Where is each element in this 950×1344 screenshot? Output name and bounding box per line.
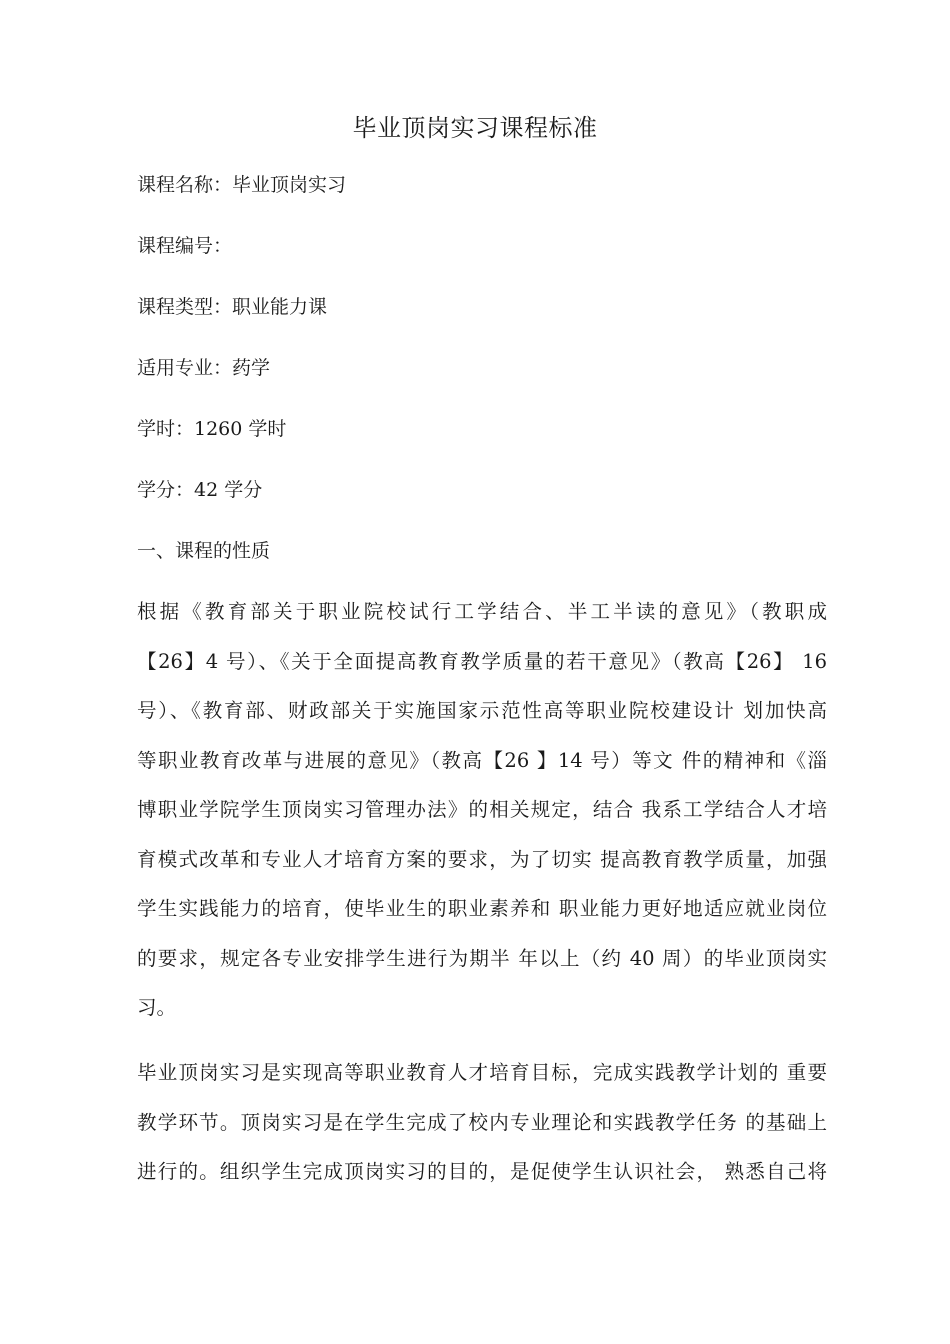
paragraph-line: 等职业教育改革与进展的意见》（教高【26 】14 号）等文 件的精神和《淄 xyxy=(137,748,827,772)
paragraph-line: 【26】4 号）、《关于全面提高教育教学质量的若干意见》（教高【26】 16 xyxy=(137,649,827,673)
section-heading: 一、课程的性质 xyxy=(137,540,271,562)
paragraph-line: 根据《教育部关于职业院校试行工学结合、半工半读的意见》（教职成 xyxy=(137,600,827,623)
field-course-name: 课程名称：毕业顶岗实习 xyxy=(137,174,347,196)
paragraph-line: 学生实践能力的培育，使毕业生的职业素养和 职业能力更好地适应就业岗位 xyxy=(137,897,827,920)
paragraph-purpose xyxy=(137,1059,827,1208)
paragraph-line: 习。 xyxy=(137,996,177,1019)
paragraph-line: 教学环节。顶岗实习是在学生完成了校内专业理论和实践教学任务 的基础上 xyxy=(137,1110,827,1134)
field-hours: 学时：1260 学时 xyxy=(137,418,287,440)
paragraph-line: 进行的。组织学生完成顶岗实习的目的，是促使学生认识社会， 熟悉自己将 xyxy=(137,1160,827,1183)
document-title: 毕业顶岗实习课程标准 xyxy=(352,114,598,142)
paragraph-nature xyxy=(137,598,827,1044)
paragraph-line: 博职业学院学生顶岗实习管理办法》的相关规定，结合 我系工学结合人才培 xyxy=(137,798,827,821)
paragraph-line: 育模式改革和专业人才培育方案的要求，为了切实 提高教育教学质量，加强 xyxy=(137,847,827,871)
field-course-type: 课程类型：职业能力课 xyxy=(137,296,328,318)
field-major: 适用专业：药学 xyxy=(137,357,271,379)
paragraph-line: 毕业顶岗实习是实现高等职业教育人才培育目标，完成实践教学计划的 重要 xyxy=(137,1061,827,1084)
field-course-code: 课程编号： xyxy=(137,235,233,257)
paragraph-line: 的要求，规定各专业安排学生进行为期半 年以上（约 40 周）的毕业顶岗实 xyxy=(137,946,827,970)
field-credits: 学分：42 学分 xyxy=(137,479,263,501)
paragraph-line: 号）、《教育部、财政部关于实施国家示范性高等职业院校建设计 划加快高 xyxy=(137,699,827,722)
